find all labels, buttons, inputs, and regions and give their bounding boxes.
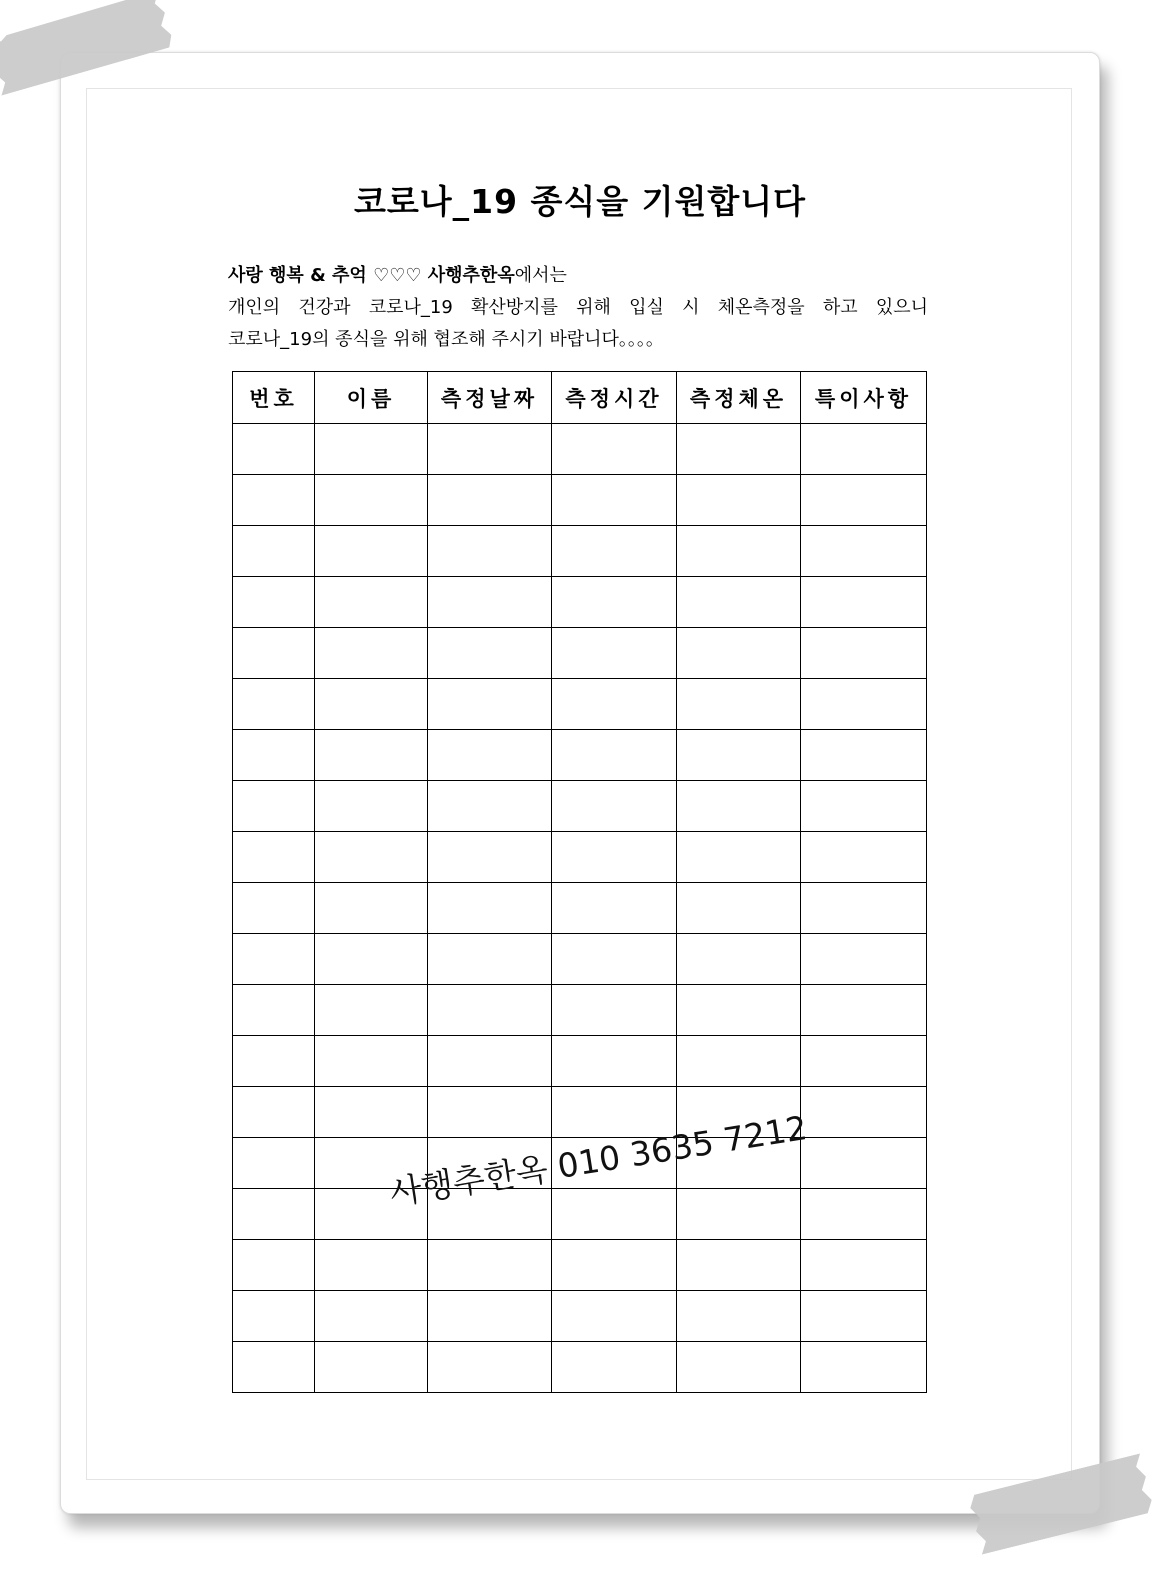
- table-cell: [233, 883, 315, 934]
- table-cell: [801, 781, 927, 832]
- brand-phrase: 사랑 행복 & 추억 ♡♡♡ 사행추한옥: [228, 265, 515, 286]
- table-cell: [233, 781, 315, 832]
- table-cell: [677, 832, 801, 883]
- table-cell: [552, 730, 677, 781]
- intro-line-3: 코로나_19의 종식을 위해 협조해 주시기 바랍니다。。。。: [228, 329, 664, 350]
- table-cell: [233, 475, 315, 526]
- table-cell: [801, 526, 927, 577]
- page-title: 코로나_19 종식을 기원합니다: [353, 182, 807, 221]
- table-cell: [428, 577, 552, 628]
- table-cell: [552, 577, 677, 628]
- brand-suffix: 에서는: [514, 265, 567, 286]
- table-cell: [552, 526, 677, 577]
- table-cell: [233, 424, 315, 475]
- table-cell: [428, 883, 552, 934]
- table-cell: [233, 934, 315, 985]
- table-cell: [428, 934, 552, 985]
- table-cell: [801, 577, 927, 628]
- table-cell: [233, 985, 315, 1036]
- table-cell: [552, 424, 677, 475]
- table-cell: [428, 1291, 552, 1342]
- table-cell: [233, 1036, 315, 1087]
- table-row: [233, 883, 927, 934]
- table-cell: [315, 679, 428, 730]
- table-cell: [315, 730, 428, 781]
- table-cell: [552, 1240, 677, 1291]
- table-cell: [801, 628, 927, 679]
- table-row: [233, 934, 927, 985]
- table-cell: [315, 628, 428, 679]
- table-cell: [315, 526, 428, 577]
- table-cell: [801, 730, 927, 781]
- table-cell: [233, 1189, 315, 1240]
- table-cell: [233, 679, 315, 730]
- table-cell: [315, 1036, 428, 1087]
- table-cell: [315, 985, 428, 1036]
- header-date: 측정날짜: [428, 372, 552, 424]
- table-row: [233, 730, 927, 781]
- table-row: [233, 526, 927, 577]
- table-row: [233, 679, 927, 730]
- table-cell: [428, 1087, 552, 1138]
- table-cell: [428, 475, 552, 526]
- table-cell: [552, 1342, 677, 1393]
- table-cell: [315, 781, 428, 832]
- table-cell: [677, 1189, 801, 1240]
- table-cell: [233, 1291, 315, 1342]
- table-cell: [315, 475, 428, 526]
- table-cell: [801, 985, 927, 1036]
- table-cell: [233, 526, 315, 577]
- table-cell: [677, 424, 801, 475]
- table-cell: [428, 781, 552, 832]
- table-cell: [801, 1087, 927, 1138]
- table-cell: [233, 1342, 315, 1393]
- table-cell: [233, 1240, 315, 1291]
- table-cell: [801, 1240, 927, 1291]
- table-cell: [552, 883, 677, 934]
- table-cell: [233, 1087, 315, 1138]
- table-body: [233, 424, 927, 1393]
- table-cell: [552, 679, 677, 730]
- table-cell: [428, 628, 552, 679]
- table-cell: [428, 730, 552, 781]
- table-cell: [677, 781, 801, 832]
- table-cell: [315, 1342, 428, 1393]
- table-cell: [552, 1189, 677, 1240]
- table-cell: [801, 1189, 927, 1240]
- header-name: 이름: [315, 372, 428, 424]
- intro-line-1: [228, 260, 928, 292]
- intro-line-2: 개인의 건강과 코로나_19 확산방지를 위해 입실 시 체온측정을 하고 있으니: [228, 297, 928, 318]
- table-cell: [677, 883, 801, 934]
- table-cell: [552, 934, 677, 985]
- table-cell: [677, 628, 801, 679]
- header-row: [233, 372, 927, 424]
- table-row: [233, 1087, 927, 1138]
- table-cell: [677, 679, 801, 730]
- table-cell: [801, 475, 927, 526]
- table-cell: [428, 1240, 552, 1291]
- table-cell: [428, 526, 552, 577]
- table-cell: [428, 1036, 552, 1087]
- table-cell: [233, 577, 315, 628]
- table-row: [233, 1036, 927, 1087]
- table-row: [233, 1240, 927, 1291]
- table-cell: [677, 1291, 801, 1342]
- table-cell: [677, 475, 801, 526]
- header-temperature: 측정체온: [677, 372, 801, 424]
- header-notes: 특이사항: [801, 372, 927, 424]
- table-cell: [428, 832, 552, 883]
- table-cell: [801, 1342, 927, 1393]
- table-cell: [801, 1138, 927, 1189]
- table-row: [233, 781, 927, 832]
- table-cell: [677, 1240, 801, 1291]
- table-row: [233, 424, 927, 475]
- table-cell: [801, 934, 927, 985]
- header-time: 측정시간: [552, 372, 677, 424]
- table-cell: [233, 1138, 315, 1189]
- watermark-contact: 사행추한옥 010 3635 7212: [386, 1107, 810, 1213]
- table-cell: [801, 424, 927, 475]
- table-cell: [801, 883, 927, 934]
- table-cell: [677, 934, 801, 985]
- table-row: [233, 628, 927, 679]
- table-cell: [428, 679, 552, 730]
- table-cell: [315, 577, 428, 628]
- table-cell: [552, 985, 677, 1036]
- table-row: [233, 475, 927, 526]
- table-row: [233, 1342, 927, 1393]
- table-cell: [801, 832, 927, 883]
- table-cell: [677, 1342, 801, 1393]
- table-cell: [315, 832, 428, 883]
- table-cell: [552, 1291, 677, 1342]
- table-cell: [315, 883, 428, 934]
- table-row: [233, 577, 927, 628]
- table-row: [233, 832, 927, 883]
- table-cell: [315, 1240, 428, 1291]
- table-cell: [428, 985, 552, 1036]
- table-row: [233, 1291, 927, 1342]
- table-cell: [552, 628, 677, 679]
- table-cell: [315, 1291, 428, 1342]
- table-cell: [428, 1342, 552, 1393]
- table-cell: [677, 1036, 801, 1087]
- table-cell: [801, 1291, 927, 1342]
- table-cell: [315, 424, 428, 475]
- table-cell: [233, 730, 315, 781]
- table-cell: [552, 832, 677, 883]
- table-cell: [315, 1087, 428, 1138]
- intro-text: [228, 260, 928, 356]
- table-cell: [677, 985, 801, 1036]
- table-row: [233, 1189, 927, 1240]
- table-cell: [428, 424, 552, 475]
- table-cell: [677, 730, 801, 781]
- table-cell: [677, 526, 801, 577]
- table-cell: [552, 475, 677, 526]
- table-cell: [552, 1036, 677, 1087]
- table-cell: [233, 832, 315, 883]
- header-number: 번호: [233, 372, 315, 424]
- table-cell: [801, 1036, 927, 1087]
- table-cell: [801, 679, 927, 730]
- table-row: [233, 985, 927, 1036]
- table-cell: [315, 934, 428, 985]
- temperature-log-table: [232, 371, 927, 1393]
- table-cell: [552, 781, 677, 832]
- table-cell: [677, 577, 801, 628]
- table-cell: [233, 628, 315, 679]
